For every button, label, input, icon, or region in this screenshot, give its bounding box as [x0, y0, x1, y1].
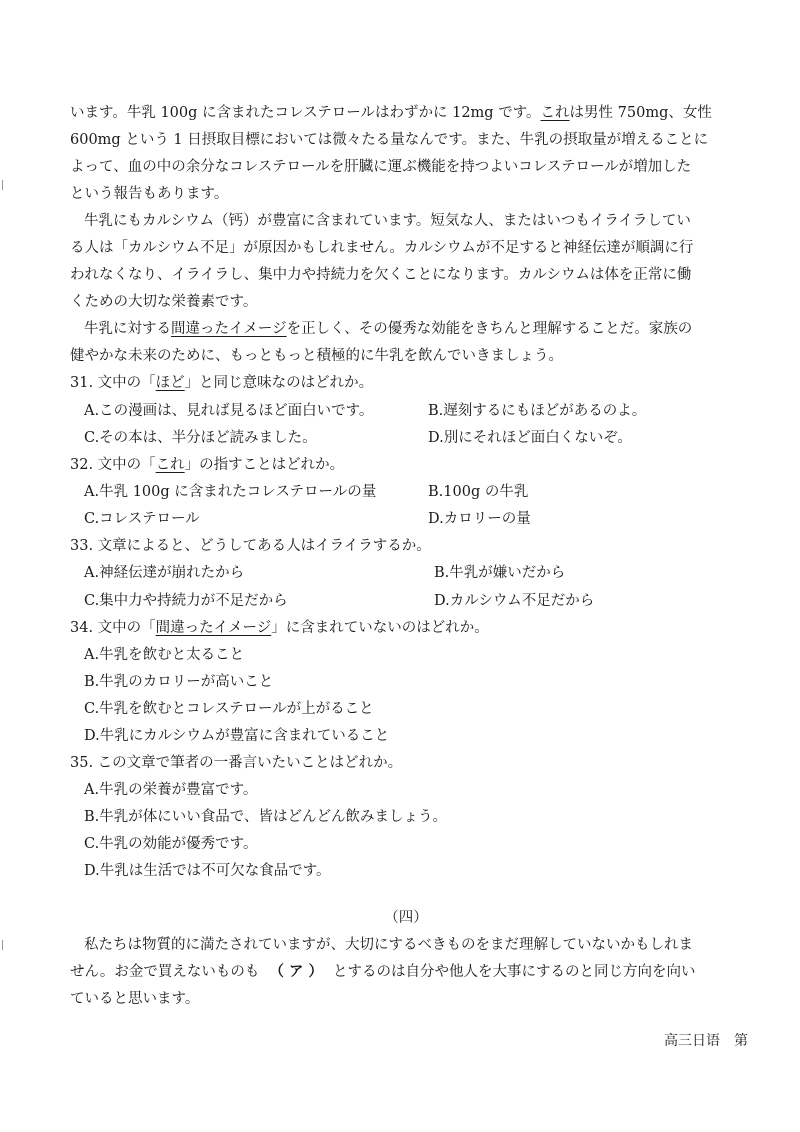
question-32-option-b: B.100g の牛乳 [428, 484, 529, 500]
paragraph-2-line-2: る人は「カルシウム不足」が原因かもしれません。カルシウムが不足すると神経伝達が順調に行 [70, 240, 694, 256]
paragraph-2-line-3: われなくなり、イライラし、集中力や持続力を欠くことになります。カルシウムは体を正常に働 [70, 267, 692, 283]
footer-subject: 高三日语 [664, 1033, 720, 1049]
paragraph-1-line-3: よって、血の中の余分なコレステロールを肝臓に運ぶ機能を持つよいコレステロールが増加した [70, 159, 692, 175]
question-31-stem: 31. 文中の「ほど」と同じ意味なのはどれか。 [70, 375, 374, 391]
question-31-option-d: D.別にそれほど面白くないぞ。 [428, 430, 632, 446]
question-35-option-c: C.牛乳の効能が優秀です。 [84, 836, 258, 852]
question-31-option-b: B.遅刻するにもほどがあるのよ。 [428, 403, 647, 419]
question-31-option-a: A.この漫画は、見れば見るほど面白いです。 [84, 403, 374, 419]
question-34-option-c: C.牛乳を飲むとコレステロールが上がること [84, 701, 374, 717]
question-34-option-a: A.牛乳を飲むと太ること [84, 647, 245, 663]
question-34-option-d: D.牛乳にカルシウムが豊富に含まれていること [84, 728, 390, 744]
question-33-option-c: C.集中力や持続力が不足だから [84, 593, 288, 609]
question-32-option-a: A.牛乳 100g に含まれたコレステロールの量 [84, 484, 377, 500]
question-33-stem: 33. 文章によると、どうしてある人はイライラするか。 [70, 538, 431, 554]
page-footer [664, 1030, 748, 1050]
paragraph-2-line-1: 牛乳にもカルシウム（钙）が豊富に含まれています。短気な人、またはいつもイライラしてい [84, 213, 691, 229]
question-32-option-d: D.カロリーの量 [428, 511, 531, 527]
question-34-option-b: B.牛乳のカロリーが高いこと [84, 674, 274, 690]
question-32-stem: 32. 文中の「これ」の指すことはどれか。 [70, 457, 345, 473]
question-33-option-b: B.牛乳が嫌いだから [434, 565, 566, 581]
paragraph-1-line-2: 600mg という 1 日摂取目標においては微々たる量なんです。また、牛乳の摂取量が増えることに [70, 132, 709, 148]
paragraph-2-line-4: くための大切な栄養素です。 [70, 294, 258, 310]
question-35-option-d: D.牛乳は生活では不可欠な食品です。 [84, 863, 331, 879]
question-33-option-d: D.カルシウム不足だから [434, 593, 595, 609]
margin-mark [2, 180, 3, 190]
section-4-heading: （四） [384, 910, 428, 926]
paragraph-3-line-1: 牛乳に対する間違ったイメージを正しく、その優秀な効能をきちんと理解することだ。家族の [84, 321, 693, 337]
section-4-line-3: ていると思います。 [70, 991, 200, 1007]
section-4-line-1: 私たちは物質的に満たされていますが、大切にするべきものをまだ理解していないかもしれま [84, 937, 693, 953]
paragraph-1-line-1: います。牛乳 100g に含まれたコレステロールはわずかに 12mg です。これは男性 750mg、女性 [70, 105, 712, 121]
question-34-stem: 34. 文中の「間違ったイメージ」に含まれていないのはどれか。 [70, 620, 489, 636]
section-4-line-2: せん。お金で買えないものも （ ア ） とするのは自分や他人を大事にするのと同じ方向を向い [70, 963, 696, 980]
footer-page-prefix: 第 [734, 1033, 748, 1049]
question-35-option-b: B.牛乳が体にいい食品で、皆はどんどん飲みましょう。 [84, 809, 447, 825]
underlined-machigatta-image: 間違ったイメージ [171, 321, 287, 337]
margin-mark [2, 940, 3, 950]
question-35-stem: 35. この文章で筆者の一番言いたいことはどれか。 [70, 755, 403, 771]
question-35-option-a: A.牛乳の栄養が豊富です。 [84, 782, 258, 798]
blank-a: （ ア ） [269, 963, 323, 980]
underlined-kore: これ [540, 105, 570, 121]
paragraph-1-line-4: という報告もあります。 [70, 186, 229, 202]
question-31-option-c: C.その本は、半分ほど読みました。 [84, 430, 317, 446]
question-32-option-c: C.コレステロール [84, 511, 200, 527]
paragraph-3-line-2: 健やかな未来のために、もっともっと積極的に牛乳を飲んでいきましょう。 [70, 348, 563, 364]
question-33-option-a: A.神経伝達が崩れたから [84, 565, 245, 581]
